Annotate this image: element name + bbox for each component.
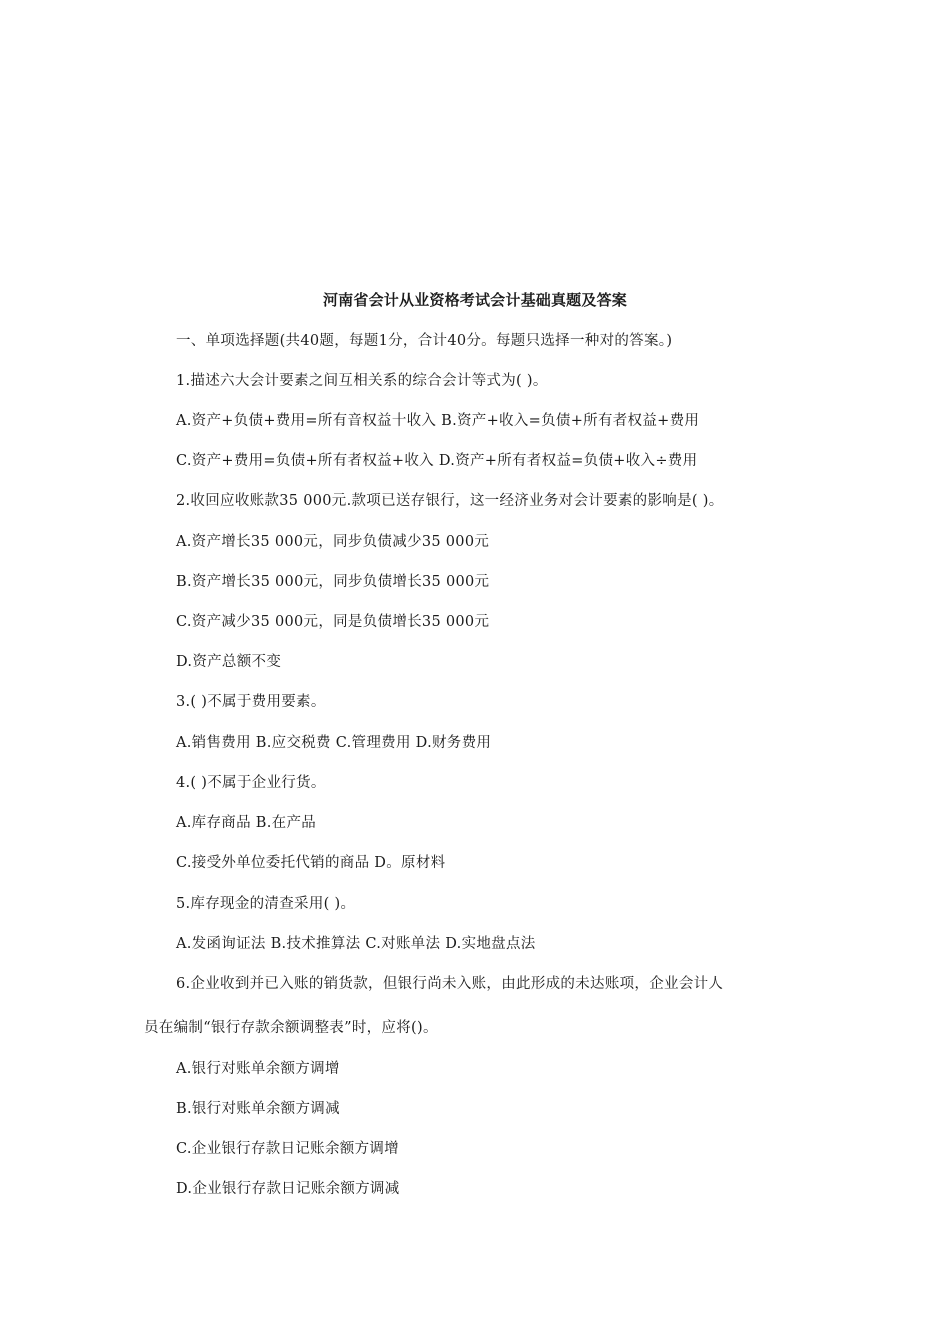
question-6-stem-continued: 员在编制“银行存款余额调整表”时，应将()。 <box>144 1020 438 1036</box>
question-2-option-b: B.资产增长35 000元，同步负债增长35 000元 <box>176 574 490 590</box>
question-2-option-d: D.资产总额不变 <box>176 654 282 670</box>
question-6-option-c: C.企业银行存款日记账余额方调增 <box>176 1141 399 1157</box>
question-2-stem: 2.收回应收账款35 000元.款项已送存银行，这一经济业务对会计要素的影响是( )。 <box>176 493 724 509</box>
question-1-stem: 1.描述六大会计要素之间互相关系的综合会计等式为( )。 <box>176 373 548 389</box>
question-6-stem: 6.企业收到并已入账的销货款，但银行尚未入账，由此形成的未达账项，企业会计人 <box>176 976 724 992</box>
question-5-options: A.发函询证法 B.技术推算法 C.对账单法 D.实地盘点法 <box>176 936 536 952</box>
question-3-stem: 3.( )不属于费用要素。 <box>176 694 326 710</box>
question-1-option-line-2: C.资产+费用=负债+所有者权益+收入 D.资产+所有者权益=负债+收入÷费用 <box>176 453 698 469</box>
question-4-stem: 4.( )不属于企业行货。 <box>176 775 326 791</box>
question-4-option-line-1: A.库存商品 B.在产品 <box>176 815 317 831</box>
question-6-option-a: A.银行对账单余额方调增 <box>176 1061 340 1077</box>
question-2-option-a: A.资产增长35 000元，同步负债减少35 000元 <box>176 534 490 550</box>
question-6-option-d: D.企业银行存款日记账余额方调减 <box>176 1181 400 1197</box>
question-1-option-line-1: A.资产+负债+费用=所有音权益十收入 B.资产+收入=负债+所有者权益+费用 <box>176 413 700 429</box>
question-2-option-c: C.资产减少35 000元，同是负债增长35 000元 <box>176 614 490 630</box>
question-3-options: A.销售费用 B.应交税费 C.管理费用 D.财务费用 <box>176 735 492 751</box>
section-heading: 一、单项选择题(共40题，每题1分，合计40分。每题只选择一种对的答案。) <box>176 333 673 349</box>
document-title: 河南省会计从业资格考试会计基础真题及答案 <box>322 291 627 309</box>
question-6-option-b: B.银行对账单余额方调减 <box>176 1101 340 1117</box>
question-4-option-line-2: C.接受外单位委托代销的商品 D。原材料 <box>176 855 446 871</box>
question-5-stem: 5.库存现金的清查采用( )。 <box>176 896 356 912</box>
